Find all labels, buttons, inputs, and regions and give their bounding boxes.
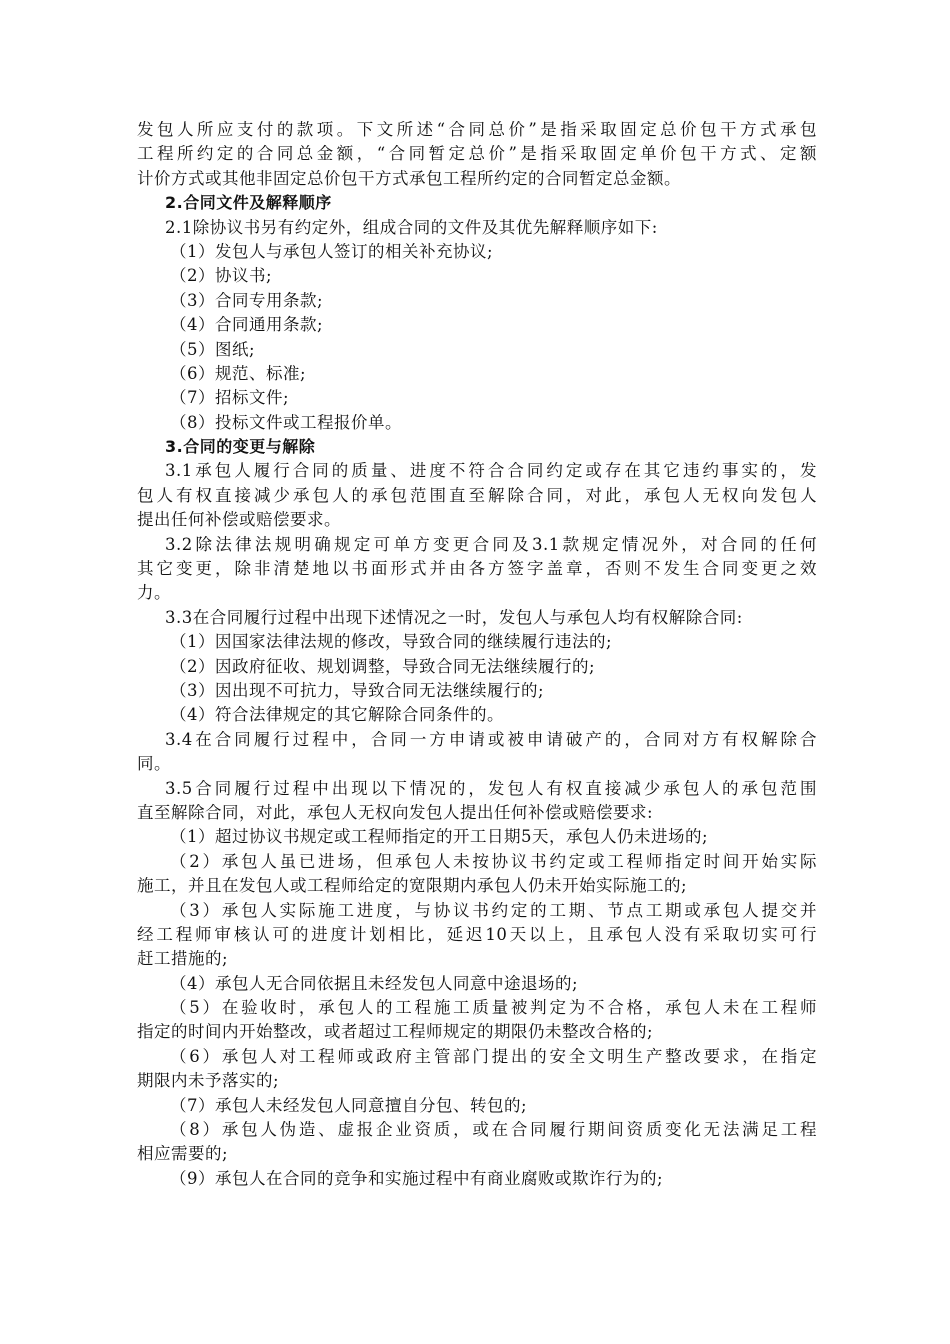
text-line: （4）符合法律规定的其它解除合同条件的。 xyxy=(170,705,504,725)
text-line: （6）承包人对工程师或政府主管部门提出的安全文明生产整改要求，在指定 xyxy=(170,1046,817,1066)
text-line: （8）承包人伪造、虚报企业资质，或在合同履行期间资质变化无法满足工程 xyxy=(170,1120,817,1140)
text-line: （2）承包人虽已进场，但承包人未按协议书约定或工程师指定时间开始实际 xyxy=(170,851,817,871)
text-line: （8）投标文件或工程报价单。 xyxy=(170,412,402,432)
text-line: （2）因政府征收、规划调整，导致合同无法继续履行的; xyxy=(170,656,596,676)
text-line: 包人有权直接减少承包人的承包范围直至解除合同，对此，承包人无权向发包人 xyxy=(137,485,817,505)
document-body xyxy=(137,118,817,1191)
text-line: （3）承包人实际施工进度，与协议书约定的工期、节点工期或承包人提交并 xyxy=(170,900,817,920)
text-line: 期限内未予落实的; xyxy=(137,1071,280,1091)
text-line: 3.3在合同履行过程中出现下述情况之一时，发包人与承包人均有权解除合同: xyxy=(165,607,743,627)
text-line: 3.2除法律法规明确规定可单方变更合同及3.1款规定情况外，对合同的任何 xyxy=(165,534,817,554)
text-line: 提出任何补偿或赔偿要求。 xyxy=(137,510,341,530)
text-line: （4）承包人无合同依据且未经发包人同意中途退场的; xyxy=(170,973,579,993)
text-line: （3）合同专用条款; xyxy=(170,290,324,310)
text-line: （9）承包人在合同的竞争和实施过程中有商业腐败或欺诈行为的; xyxy=(170,1168,664,1188)
text-line: （1）发包人与承包人签订的相关补充协议; xyxy=(170,241,494,261)
text-line: 经工程师审核认可的进度计划相比，延迟10天以上，且承包人没有采取切实可行 xyxy=(137,924,817,944)
section-heading: 2.合同文件及解释顺序 xyxy=(165,193,332,213)
text-line: 直至解除合同，对此，承包人无权向发包人提出任何补偿或赔偿要求: xyxy=(137,802,654,822)
text-line: 2.1除协议书另有约定外，组成合同的文件及其优先解释顺序如下: xyxy=(165,217,658,237)
text-line: （3）因出现不可抗力，导致合同无法继续履行的; xyxy=(170,680,545,700)
text-line: （5）在验收时，承包人的工程施工质量被判定为不合格，承包人未在工程师 xyxy=(170,998,817,1018)
text-line: 3.1承包人履行合同的质量、进度不符合合同约定或存在其它违约事实的，发 xyxy=(165,461,817,481)
text-line: 计价方式或其他非固定总价包干方式承包工程所约定的合同暂定总金额。 xyxy=(137,168,681,188)
text-line: 赶工措施的; xyxy=(137,949,229,969)
text-line: 工程所约定的合同总金额，“合同暂定总价”是指采取固定单价包干方式、定额 xyxy=(137,144,817,164)
text-line: （7）承包人未经发包人同意擅自分包、转包的; xyxy=(170,1095,528,1115)
text-line: （6）规范、标准; xyxy=(170,363,307,383)
text-line: （7）招标文件; xyxy=(170,388,290,408)
text-line: （1）超过协议书规定或工程师指定的开工日期5天，承包人仍未进场的; xyxy=(170,827,709,847)
text-line: 3.4在合同履行过程中，合同一方申请或被申请破产的，合同对方有权解除合 xyxy=(165,729,817,749)
section-heading: 3.合同的变更与解除 xyxy=(165,437,316,457)
text-line: （5）图纸; xyxy=(170,339,256,359)
text-line: 3.5合同履行过程中出现以下情况的，发包人有权直接减少承包人的承包范围 xyxy=(165,778,817,798)
text-line: 力。 xyxy=(137,583,171,603)
text-line: 相应需要的; xyxy=(137,1144,229,1164)
text-line: （4）合同通用条款; xyxy=(170,315,324,335)
text-line: 同。 xyxy=(137,754,171,774)
text-line: 发包人所应支付的款项。下文所述“合同总价”是指采取固定总价包干方式承包 xyxy=(137,120,817,139)
text-line: 施工，并且在发包人或工程师给定的宽限期内承包人仍未开始实际施工的; xyxy=(137,876,688,896)
text-line: （2）协议书; xyxy=(170,266,273,286)
text-line: （1）因国家法律法规的修改，导致合同的继续履行违法的; xyxy=(170,632,613,652)
text-line: 指定的时间内开始整改，或者超过工程师规定的期限仍未整改合格的; xyxy=(137,1022,654,1042)
text-line: 其它变更，除非清楚地以书面形式并由各方签字盖章，否则不发生合同变更之效 xyxy=(137,559,817,579)
